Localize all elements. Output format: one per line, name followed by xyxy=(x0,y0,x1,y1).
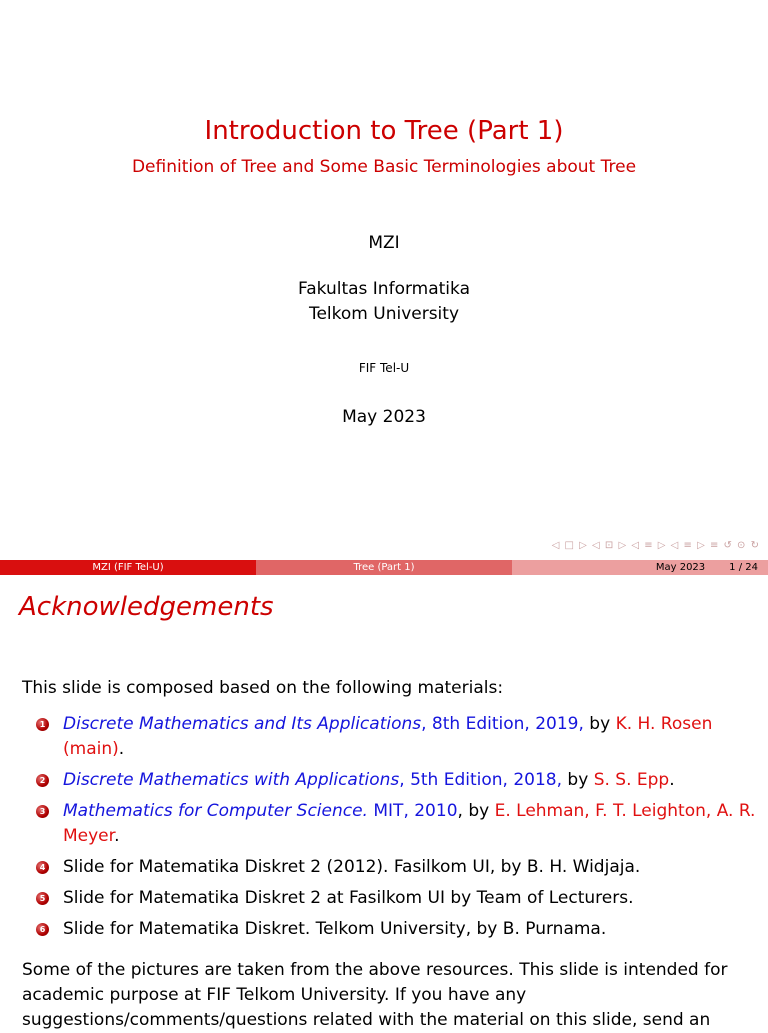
numbered-bullet-icon: 4 xyxy=(36,861,49,874)
numbered-bullet-icon: 1 xyxy=(36,718,49,731)
footer-title: Tree (Part 1) xyxy=(256,560,512,575)
author-name: MZI xyxy=(368,233,400,253)
institute-line-1: Fakultas Informatika xyxy=(298,279,470,299)
reference-list xyxy=(36,712,756,948)
list-item: 5 Slide for Matematika Diskret 2 at Fasilkom UI by Team of Lecturers. xyxy=(36,886,756,911)
short-institute: FIF Tel-U xyxy=(358,361,410,375)
book-title-link[interactable]: Discrete Mathematics and Its Applications xyxy=(63,714,422,734)
presentation-date: May 2023 xyxy=(342,407,426,427)
list-item: 6 Slide for Matematika Diskret. Telkom University, by B. Purnama. xyxy=(36,917,756,942)
book-title-link[interactable]: Mathematics for Computer Science. xyxy=(63,801,368,821)
numbered-bullet-icon: 5 xyxy=(36,892,49,905)
numbered-bullet-icon: 6 xyxy=(36,923,49,936)
footer-author: MZI (FIF Tel-U) xyxy=(0,560,256,575)
author-name: K. H. Rosen (main) xyxy=(63,714,713,759)
footer-right-section xyxy=(512,560,768,575)
author-name: S. S. Epp xyxy=(593,770,670,790)
slide-title: Introduction to Tree (Part 1) xyxy=(204,116,564,146)
footer-date: May 2023 xyxy=(655,562,706,573)
navigation-symbols[interactable]: ◁ □ ▷ ◁ ⊡ ▷ ◁ ≡ ▷ ◁ ≡ ▷ ≡ ↺ ⊙ ↻ xyxy=(551,540,760,551)
acknowledgements-heading: Acknowledgements xyxy=(19,592,274,622)
book-title-link[interactable]: Discrete Mathematics with Applications xyxy=(63,770,400,790)
list-item: 2 Discrete Mathematics with Applications, 5th Edition, 2018, by S. S. Epp. xyxy=(36,768,756,793)
list-item: 3 Mathematics for Computer Science. MIT, 2010, by E. Lehman, F. T. Leighton, A. R. Meyer. xyxy=(36,799,756,849)
numbered-bullet-icon: 2 xyxy=(36,774,49,787)
institute-line-2: Telkom University xyxy=(308,304,460,324)
list-item: 1 Discrete Mathematics and Its Applications, 8th Edition, 2019, by K. H. Rosen (main). xyxy=(36,712,756,762)
closing-paragraph: Some of the pictures are taken from the above resources. This slide is intended for academic purpose at FIF Telkom University. If you have any suggestions/comments/questions related with the material on this slide, send an xyxy=(22,960,728,1030)
author-name: E. Lehman, F. T. Leighton, A. R. Meyer xyxy=(63,801,756,846)
numbered-bullet-icon: 3 xyxy=(36,805,49,818)
footer-bar xyxy=(0,560,768,575)
slide-subtitle: Definition of Tree and Some Basic Terminologies about Tree xyxy=(131,157,637,177)
page-counter: 1 / 24 xyxy=(729,562,758,573)
list-item: 4 Slide for Matematika Diskret 2 (2012). Fasilkom UI, by B. H. Widjaja. xyxy=(36,855,756,880)
acknowledgements-intro: This slide is composed based on the following materials: xyxy=(22,678,504,698)
